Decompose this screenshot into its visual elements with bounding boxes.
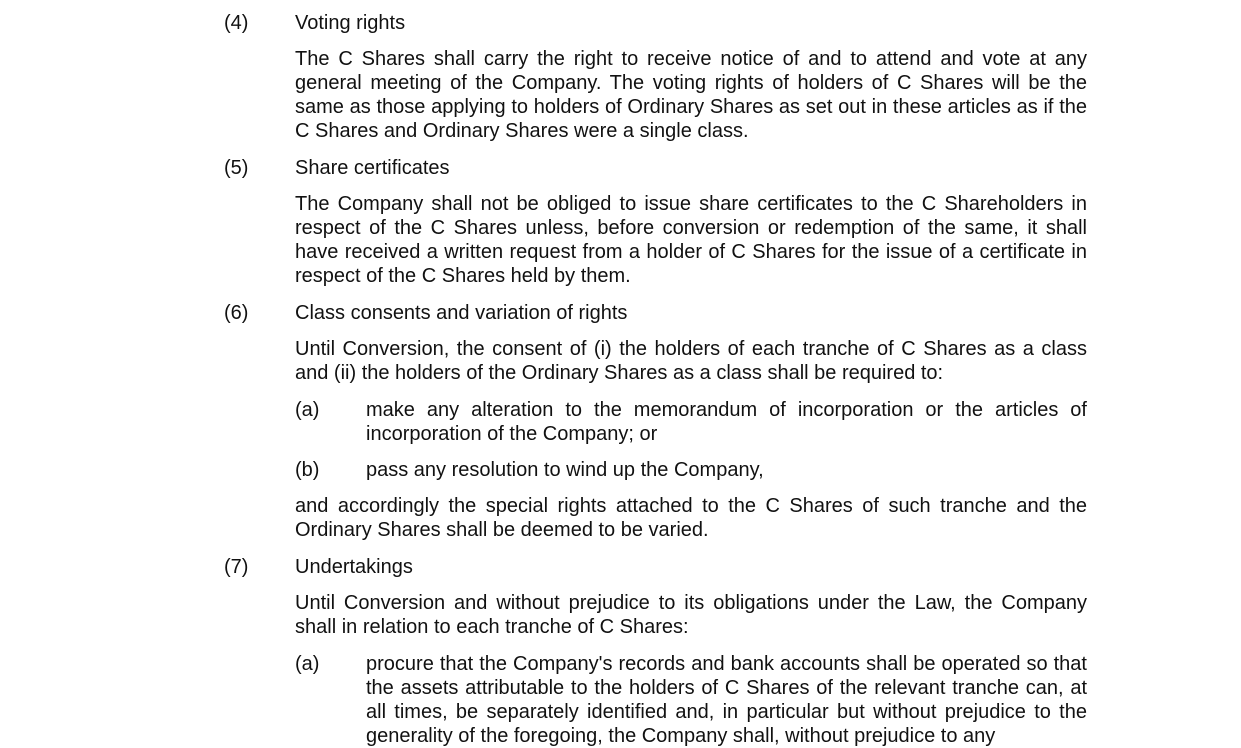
section-5-body: The Company shall not be obliged to issue share certificates to the C Shareholders in respect of the C Shares unless, before conversion or redemption of the same, it shall have received a written request from a holder of C Shares for the issue of a certificate in respect of the C Shares held by them. [295, 193, 1087, 287]
section-7-item-a-text: procure that the Company's records and bank accounts shall be operated so that the assets attributable to the holders of C Shares of the relevant tranche can, at all times, be separately identified and, in particular but without prejudice to the generality of the foregoing, the Company shall, without prejudice to any [366, 653, 1087, 747]
section-6-closing: and accordingly the special rights attached to the C Shares of such tranche and the Ordinary Shares shall be deemed to be varied. [295, 495, 1087, 541]
section-5-number: (5) [224, 157, 249, 179]
section-6-intro: Until Conversion, the consent of (i) the holders of each tranche of C Shares as a class and (ii) the holders of the Ordinary Shares as a class shall be required to: [295, 338, 1087, 384]
section-7-item-a-label: (a) [295, 653, 320, 675]
section-6-heading: Class consents and variation of rights [295, 302, 628, 324]
section-4-body: The C Shares shall carry the right to receive notice of and to attend and vote at any general meeting of the Company. The voting rights of holders of C Shares will be the same as those applying to holders of Ordinary Shares as set out in these articles as if the C Shares and Ordinary Shares were a single class. [295, 48, 1087, 142]
section-6-item-a-text: make any alteration to the memorandum of incorporation or the articles of incorporation of the Company; or [366, 399, 1087, 445]
section-4-heading: Voting rights [295, 12, 406, 34]
section-6-item-b-label: (b) [295, 459, 320, 481]
section-5-heading: Share certificates [295, 157, 450, 179]
section-6-item-a-label: (a) [295, 399, 320, 421]
section-7-intro: Until Conversion and without prejudice to its obligations under the Law, the Company shall in relation to each tranche of C Shares: [295, 592, 1087, 638]
section-7-heading: Undertakings [295, 556, 413, 578]
section-7-number: (7) [224, 556, 249, 578]
section-6-number: (6) [224, 302, 249, 324]
section-4-number: (4) [224, 12, 249, 34]
section-6-item-b-text: pass any resolution to wind up the Company, [366, 459, 764, 481]
